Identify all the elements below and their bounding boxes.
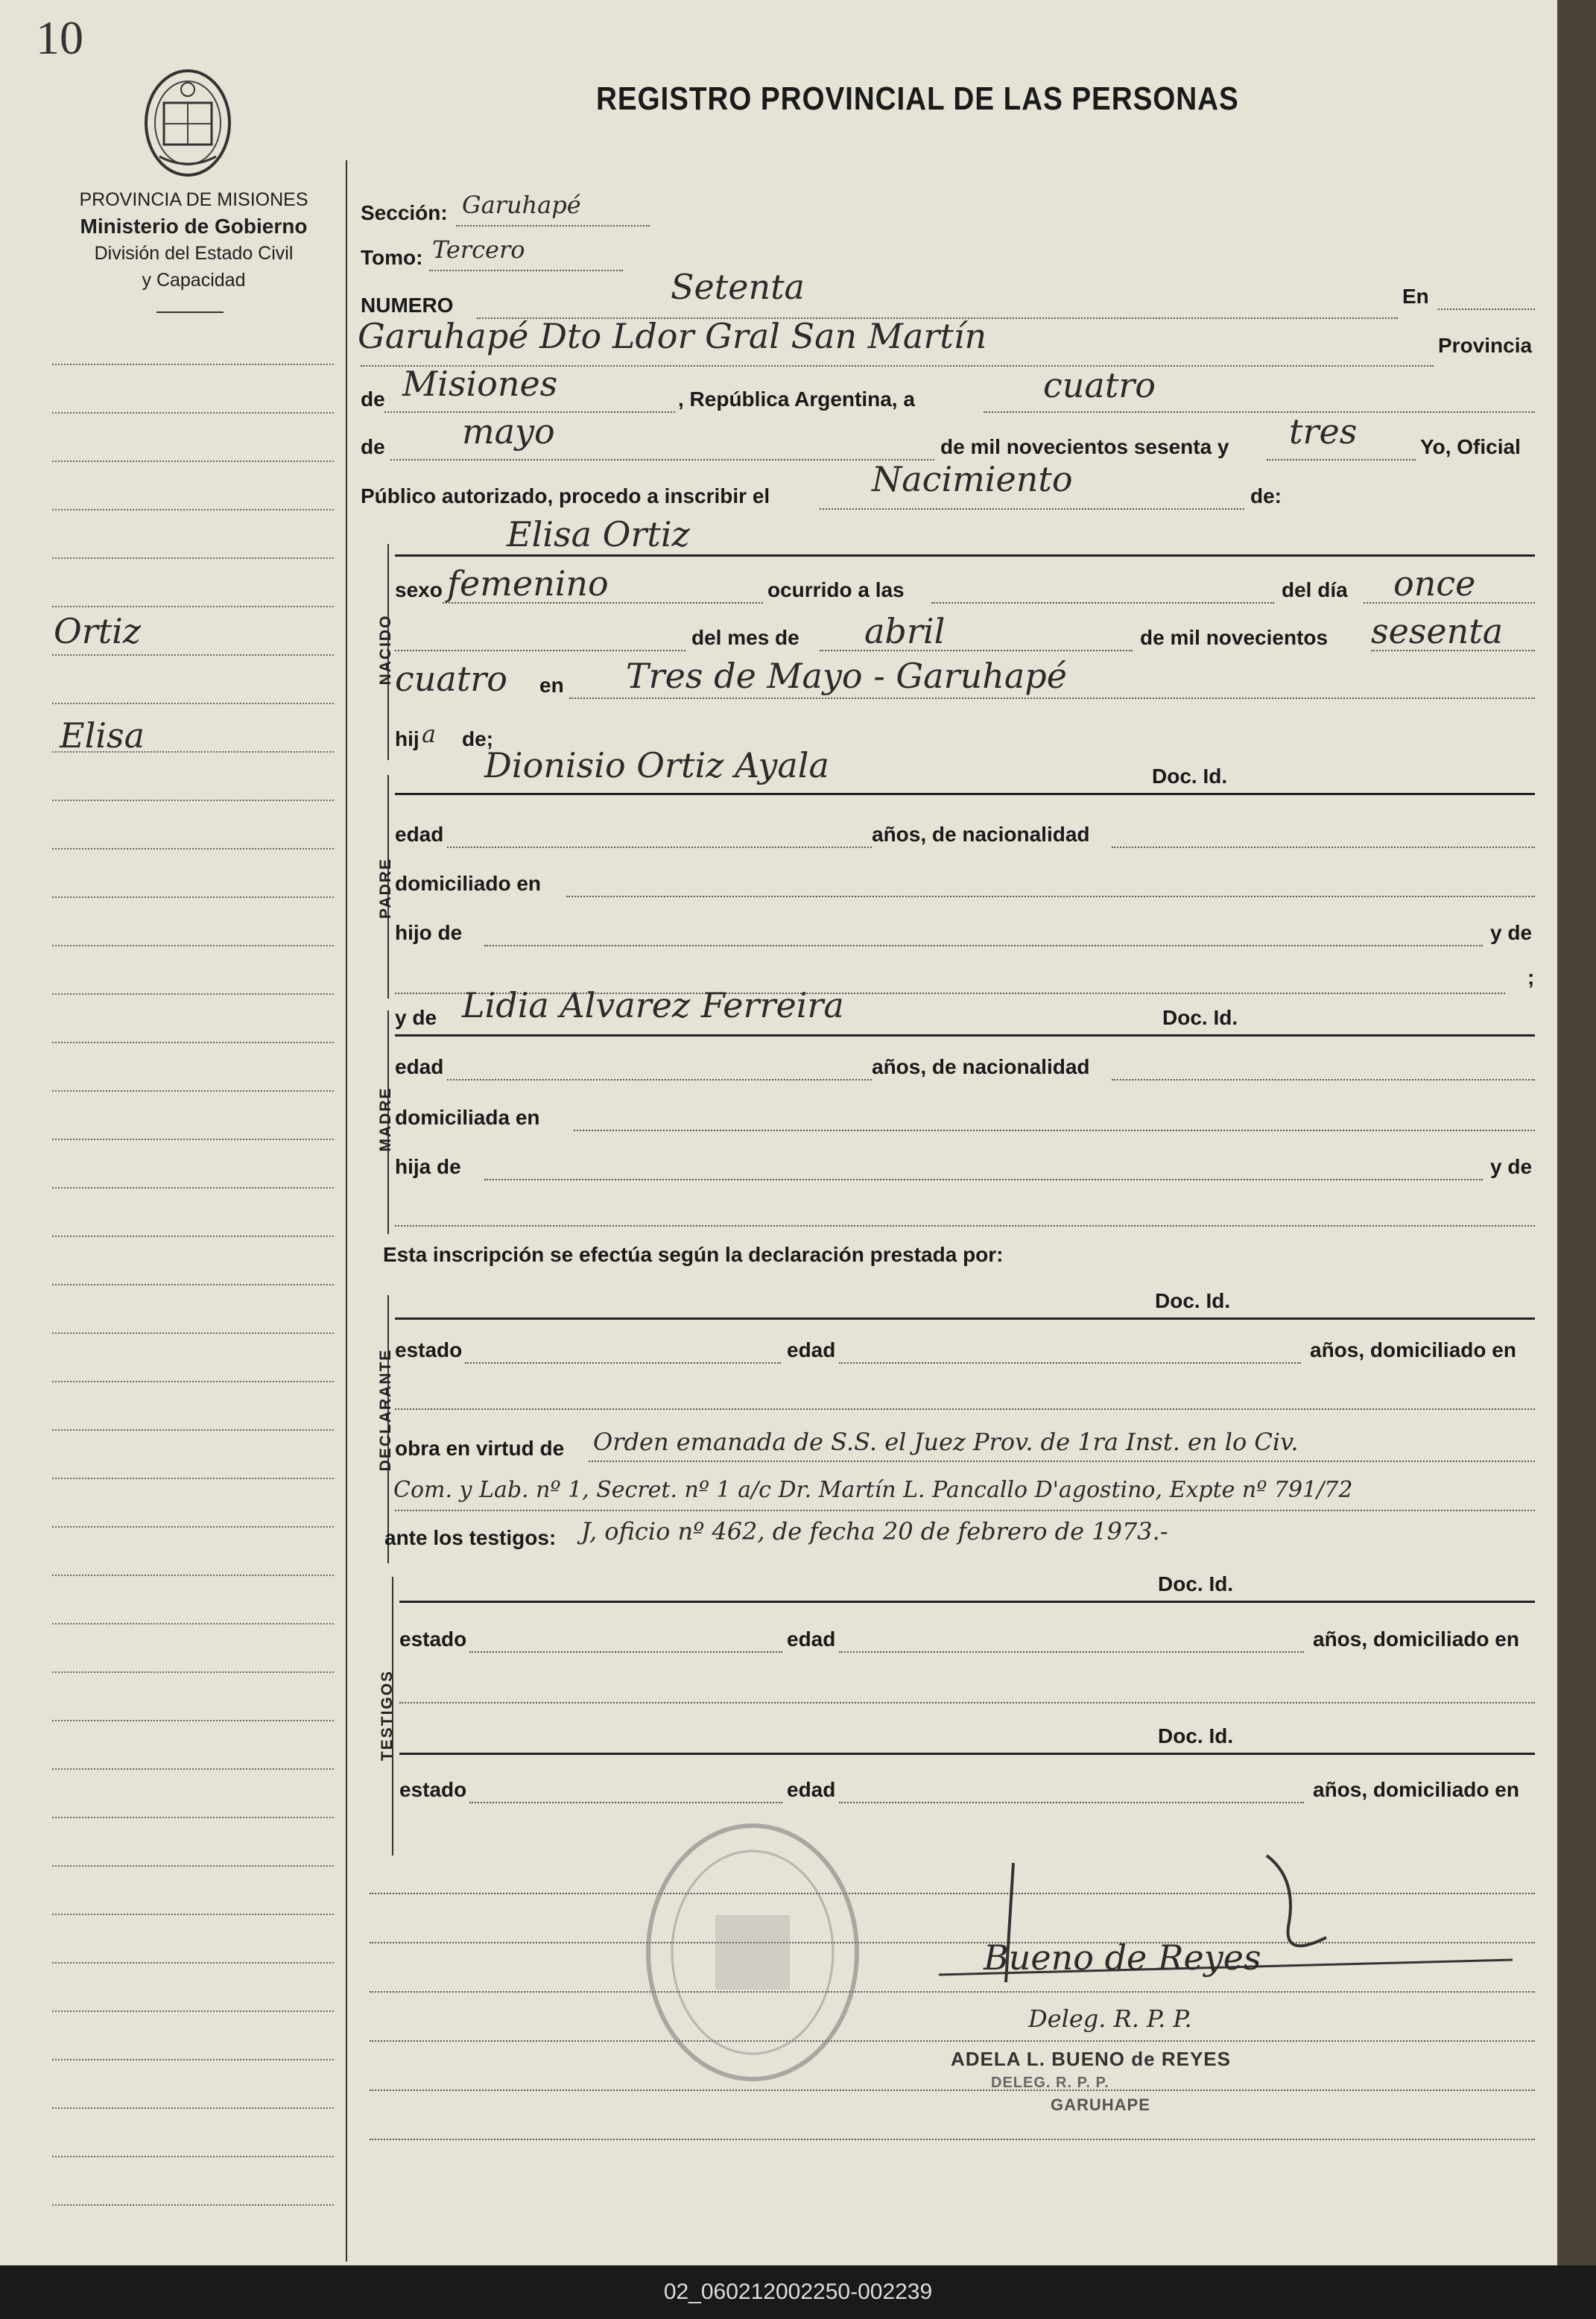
hijo-de-label: de; [462, 727, 493, 750]
year-line [1267, 459, 1416, 461]
testigo2-estado-line [469, 1802, 782, 1803]
ante-label: ante los testigos: [384, 1526, 557, 1549]
margin-line [52, 1284, 334, 1285]
day-value: cuatro [1043, 365, 1156, 405]
madre-edad-line [447, 1079, 872, 1081]
de-label: de [361, 387, 385, 411]
margin-line [52, 2107, 334, 2109]
en-line [1438, 309, 1535, 310]
declarante-doc-label: Doc. Id. [1155, 1289, 1231, 1312]
declarante-anos-label: años, domiciliado en [1310, 1338, 1516, 1361]
issuer-division: División del Estado Civil [94, 243, 294, 264]
madre-name-line [395, 1034, 1535, 1037]
madre-section-label: MADRE [377, 1086, 394, 1152]
issuer-ministry: Ministerio de Gobierno [80, 215, 308, 238]
obra-line-2 [395, 1510, 1535, 1511]
testigo1-estado-label: estado [399, 1627, 467, 1651]
year-value: tres [1289, 411, 1358, 452]
seccion-label: Sección: [361, 201, 448, 224]
hora-line [931, 602, 1274, 604]
margin-line [52, 1575, 334, 1576]
margin-line [52, 1139, 334, 1140]
signature-area-line [370, 2089, 1535, 2091]
tomo-value: Tercero [432, 235, 525, 264]
margin-line [52, 848, 334, 850]
margin-line [52, 654, 334, 656]
margin-line [52, 1817, 334, 1818]
testigo1-doc-label: Doc. Id. [1158, 1572, 1234, 1595]
margin-line [52, 2156, 334, 2157]
margin-line [52, 509, 334, 510]
testigo2-anos-label: años, domiciliado en [1313, 1778, 1519, 1801]
declaracion-label: Esta inscripción se efectúa según la declaración prestada por: [383, 1243, 1004, 1266]
provincia-label: Provincia [1438, 334, 1533, 357]
margin-line [52, 1671, 334, 1673]
declarante-name-line [395, 1317, 1535, 1320]
tomo-label: Tomo: [361, 246, 423, 269]
act-value: Nacimiento [872, 459, 1073, 499]
margin-line [52, 1768, 334, 1770]
book-spine [1557, 0, 1596, 2265]
signature-handwritten-role: Deleg. R. P. P. [1028, 2005, 1192, 2033]
footer-code: 02_060212002250-002239 [0, 2265, 1596, 2319]
margin-line [52, 945, 334, 946]
testigo1-edad-label: edad [787, 1627, 836, 1651]
padre-domicilio-line [566, 896, 1535, 897]
de2-label: de [361, 435, 385, 458]
margin-line [52, 1381, 334, 1382]
margin-line [52, 606, 334, 607]
testigo1-name-line [399, 1601, 1535, 1603]
margin-line [52, 2204, 334, 2206]
place-value: Garuhapé Dto Ldor Gral San Martín [358, 316, 987, 356]
margin-line [52, 1332, 334, 1334]
obra-value-2: Com. y Lab. nº 1, Secret. nº 1 a/c Dr. Martín L. Pancallo D'agostino, Expte nº 791/72 [393, 1477, 1353, 1503]
margin-line [52, 1914, 334, 1915]
hijo-label: hij [395, 727, 419, 750]
republica-label: , República Argentina, a [678, 387, 915, 411]
margin-line [52, 896, 334, 898]
nacido-blank-line [395, 650, 685, 651]
page-number: 10 [36, 11, 83, 64]
numero-label: NUMERO [361, 294, 454, 317]
margin-line [52, 1478, 334, 1479]
padre-hijo-label: hijo de [395, 921, 463, 944]
signature-area-line [370, 2040, 1535, 2042]
issuer-divider [156, 311, 224, 313]
margin-line [52, 1042, 334, 1043]
madre-nacionalidad-line [1112, 1079, 1535, 1081]
padre-name: Dionisio Ortiz Ayala [484, 745, 829, 785]
madre-hija-label: hija de [395, 1155, 461, 1178]
padre-y-de-label: y de [1490, 921, 1533, 944]
sexo-label: sexo [395, 578, 443, 601]
madre-anos-label: años, de nacionalidad [872, 1055, 1090, 1078]
ocurrido-label: ocurrido a las [767, 578, 905, 601]
oficial-label: Yo, Oficial [1420, 435, 1521, 458]
padre-nacionalidad-line [1112, 847, 1535, 848]
main-column-rule [346, 160, 347, 2262]
testigo1-anos-label: años, domiciliado en [1313, 1627, 1519, 1651]
margin-line [52, 1962, 334, 1964]
act-line [820, 508, 1244, 510]
testigo1-blank-line [399, 1702, 1535, 1703]
dia-value: once [1393, 563, 1476, 604]
unit-value: cuatro [395, 659, 507, 699]
hijo-suffix: a [422, 720, 437, 748]
madre-name: Lidia Alvarez Ferreira [462, 985, 844, 1025]
testigo2-estado-label: estado [399, 1778, 467, 1801]
madre-domicilio-label: domiciliada en [395, 1106, 540, 1129]
madre-hija-line [484, 1179, 1483, 1180]
mes-label: del mes de [691, 626, 799, 649]
padre-semicolon: ; [1527, 966, 1535, 989]
madre-edad-label: edad [395, 1055, 444, 1078]
margin-line [52, 1720, 334, 1721]
year-label: de mil novecientos sesenta y [940, 435, 1229, 458]
sexo-value: femenino [447, 563, 609, 604]
margin-line [52, 1429, 334, 1431]
signature-handwritten: Bueno de Reyes [984, 1937, 1261, 1978]
padre-doc-label: Doc. Id. [1152, 765, 1228, 788]
nacido-section-label: NACIDO [377, 614, 394, 686]
document-title: REGISTRO PROVINCIAL DE LAS PERSONAS [596, 80, 1239, 117]
padre-section-label: PADRE [377, 858, 394, 919]
signature-printed-place: GARUHAPE [1051, 2095, 1150, 2114]
testigo2-edad-label: edad [787, 1778, 836, 1801]
en-place-label: en [539, 674, 564, 697]
day-line [984, 411, 1535, 413]
declarante-estado-label: estado [395, 1338, 463, 1361]
padre-anos-label: años, de nacionalidad [872, 823, 1090, 846]
issuer-province: PROVINCIA DE MISIONES [79, 189, 308, 210]
margin-line [52, 412, 334, 414]
testigo2-doc-label: Doc. Id. [1158, 1724, 1234, 1747]
testigo1-estado-line [469, 1651, 782, 1653]
del-dia-label: del día [1282, 578, 1348, 601]
signature-printed-role: DELEG. R. P. P. [991, 2075, 1109, 2091]
numero-value: Setenta [671, 267, 805, 307]
issuer-capacity: y Capacidad [142, 270, 246, 291]
margin-line [52, 1187, 334, 1189]
en-label: En [1402, 285, 1429, 308]
madre-domicilio-line [574, 1130, 1535, 1131]
nacido-name-line [395, 554, 1535, 557]
signature-area-line [370, 2139, 1535, 2140]
seccion-value: Garuhapé [462, 191, 581, 219]
decade-value: sesenta [1371, 611, 1504, 651]
padre-edad-line [447, 847, 872, 848]
obra-line-1 [589, 1461, 1535, 1462]
madre-doc-label: Doc. Id. [1162, 1006, 1238, 1029]
margin-line [52, 1526, 334, 1528]
lugar-line [569, 697, 1535, 699]
padre-hijo-line [484, 945, 1483, 946]
issuer-block [45, 186, 343, 294]
margin-line [52, 1090, 334, 1092]
official-stamp [641, 1818, 864, 2087]
margin-line [52, 2010, 334, 2012]
madre-blank-line [395, 1225, 1535, 1227]
testigos-section-label: TESTIGOS [379, 1669, 396, 1762]
month-value: mayo [462, 411, 555, 452]
province-seal [142, 67, 234, 179]
declarante-estado-line [465, 1362, 781, 1364]
publico-label: Público autorizado, procedo a inscribir el [361, 484, 770, 507]
testigo2-edad-line [839, 1802, 1304, 1803]
obra-value-1: Orden emanada de S.S. el Juez Prov. de 1ra Inst. en lo Civ. [593, 1428, 1299, 1456]
margin-line [52, 1236, 334, 1237]
margin-line [52, 2059, 334, 2060]
testigo1-edad-line [839, 1651, 1304, 1653]
margin-line [52, 364, 334, 365]
margin-line [52, 703, 334, 704]
nacido-name: Elisa Ortiz [507, 514, 690, 554]
month-line [390, 459, 934, 461]
declarante-edad-label: edad [787, 1338, 836, 1361]
margin-line [52, 1623, 334, 1624]
madre-y-de2-label: y de [1490, 1155, 1533, 1178]
padre-name-line [395, 793, 1535, 795]
padre-edad-label: edad [395, 823, 444, 846]
padre-domicilio-label: domiciliado en [395, 872, 542, 895]
margin-line [52, 461, 334, 462]
declarante-section-label: DECLARANTE [377, 1348, 394, 1472]
lugar-value: Tres de Mayo - Garuhapé [626, 656, 1067, 696]
testigo2-name-line [399, 1753, 1535, 1755]
mil-label: de mil novecientos [1140, 626, 1329, 649]
mes-value: abril [864, 611, 946, 651]
obra-label: obra en virtud de [395, 1437, 565, 1460]
provincia-value: Misiones [402, 364, 558, 404]
margin-given-name: Elisa [60, 715, 145, 756]
margin-surname: Ortiz [54, 611, 142, 651]
declarante-edad-line [839, 1362, 1301, 1364]
margin-line [52, 993, 334, 995]
de3-label: de: [1250, 484, 1282, 507]
tomo-line [429, 270, 623, 271]
margin-line [52, 1865, 334, 1867]
ante-value: J, oficio nº 462, de fecha 20 de febrero de 1973.- [581, 1517, 1168, 1546]
margin-line [52, 557, 334, 559]
margin-line [52, 800, 334, 801]
madre-y-de-label: y de [395, 1006, 437, 1029]
signature-printed-name: ADELA L. BUENO de REYES [951, 2048, 1231, 2070]
seccion-line [456, 225, 650, 227]
declarante-blank-line [395, 1408, 1535, 1410]
